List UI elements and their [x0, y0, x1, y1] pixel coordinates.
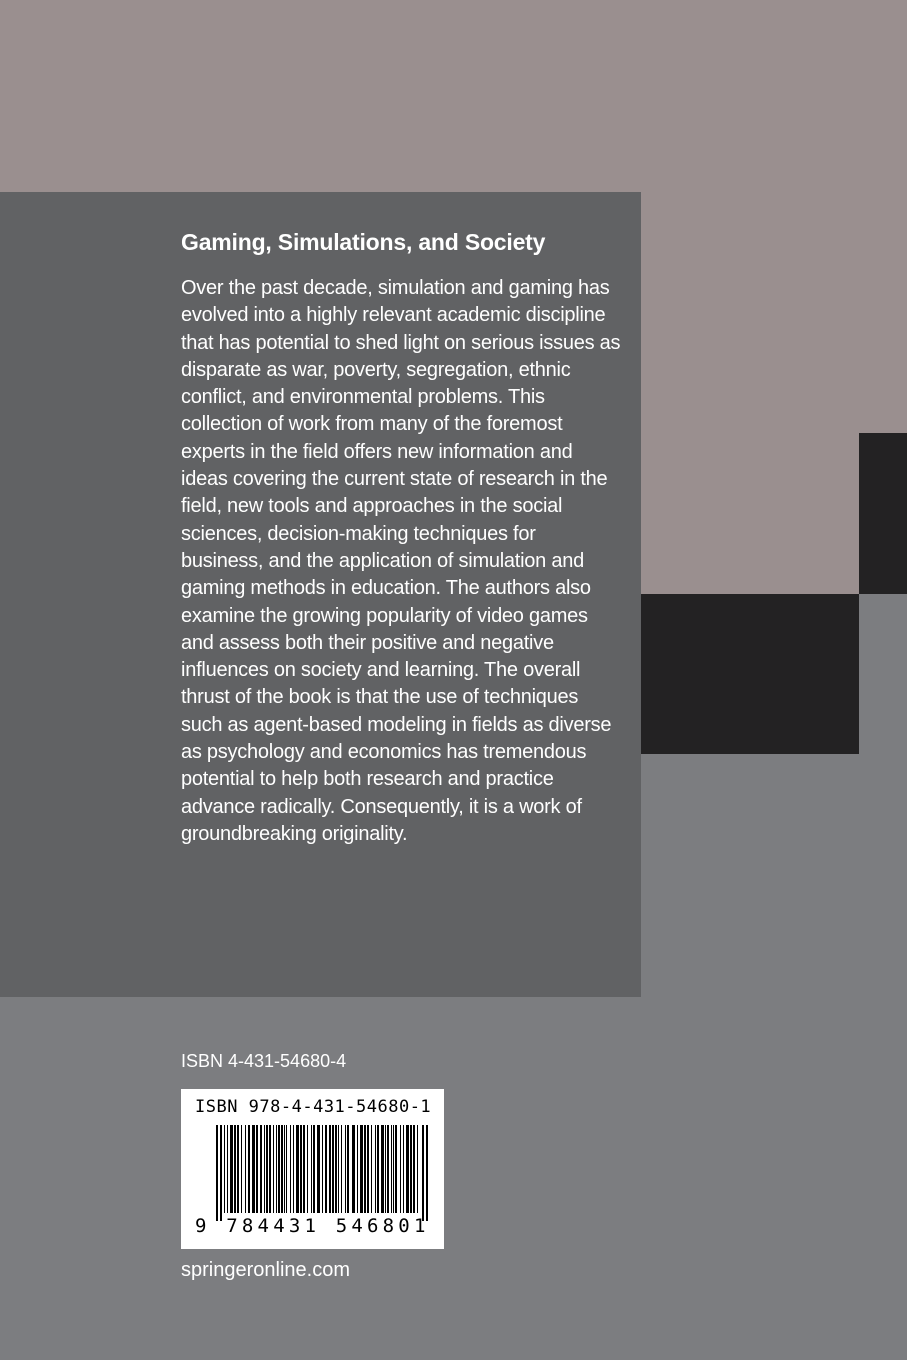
barcode-bar	[322, 1125, 323, 1213]
barcode-bar	[395, 1125, 397, 1213]
barcode	[181, 1089, 444, 1249]
book-description: Over the past decade, simulation and gaming has evolved into a highly relevant academic discipline that has potential to shed light on serious issues as disparate as war, poverty, segregation, ethnic conflict, and environmental problems. This collection of work from many of the foremost experts in the field offers new information and ideas covering the current state of research in the field, new tools and approaches in the social sciences, decision-making techniques for business, and the application of simulation and gaming methods in education. The authors also examine the growing popularity of video games and assess both their positive and negative influences on society and learning. The overall thrust of the book is that the use of techniques such as agent-based modeling in fields as diverse as psychology and economics has tremendous potential to help both research and practice advance radically. Consequently, it is a work of groundbreaking originality.	[181, 277, 621, 845]
barcode-bar	[406, 1125, 409, 1213]
barcode-bar	[375, 1125, 376, 1213]
barcode-bar	[311, 1125, 312, 1213]
barcode-bar	[303, 1125, 305, 1213]
barcode-bar	[241, 1125, 242, 1213]
barcode-bar	[371, 1125, 372, 1213]
barcode-bar	[278, 1125, 280, 1213]
book-title: Gaming, Simulations, and Society	[181, 229, 546, 255]
barcode-bar	[313, 1125, 315, 1213]
barcode-bar	[264, 1125, 265, 1213]
barcode-guard-bar	[426, 1125, 428, 1221]
barcode-bar	[296, 1125, 299, 1213]
barcode-digits: 9 784431 546801	[195, 1215, 430, 1237]
barcode-bar	[276, 1125, 277, 1213]
barcode-bar	[352, 1125, 355, 1213]
barcode-bar	[256, 1125, 258, 1213]
barcode-bar	[391, 1125, 392, 1213]
barcode-bar	[284, 1125, 285, 1213]
barcode-bar	[360, 1125, 363, 1213]
barcode-bar	[357, 1125, 358, 1213]
barcode-bar	[266, 1125, 268, 1213]
barcode-bar	[248, 1125, 250, 1213]
barcode-bar	[367, 1125, 369, 1213]
barcode-bar	[300, 1125, 302, 1213]
barcode-bar	[286, 1125, 287, 1213]
decorative-block-upper	[859, 433, 907, 594]
barcode-bar	[293, 1125, 294, 1213]
barcode-guard-bar	[216, 1125, 218, 1221]
barcode-bar	[234, 1125, 236, 1213]
barcode-bar	[364, 1125, 366, 1213]
barcode-bar	[329, 1125, 331, 1213]
barcode-guard-bar	[422, 1125, 424, 1221]
barcode-bar	[281, 1125, 283, 1213]
barcode-bar	[381, 1125, 384, 1213]
barcode-bar	[237, 1125, 239, 1213]
barcode-bar	[252, 1125, 255, 1213]
barcode-bar	[260, 1125, 262, 1213]
barcode-guard-bar	[220, 1125, 222, 1221]
barcode-bar	[307, 1125, 308, 1213]
barcode-bar	[385, 1125, 386, 1213]
barcode-isbn-text: ISBN 978-4-431-54680-1	[195, 1097, 432, 1117]
barcode-bar	[393, 1125, 394, 1213]
barcode-bar	[347, 1125, 349, 1213]
barcode-bar	[403, 1125, 404, 1213]
barcode-bar	[341, 1125, 342, 1213]
barcode-bar	[335, 1125, 337, 1213]
barcode-bar	[317, 1125, 320, 1213]
barcode-bar	[377, 1125, 379, 1213]
barcode-bar	[230, 1125, 233, 1213]
publisher-website[interactable]: springeronline.com	[181, 1259, 350, 1281]
barcode-bar	[387, 1125, 389, 1213]
barcode-bar	[224, 1125, 225, 1213]
barcode-bar	[413, 1125, 415, 1213]
barcode-bar	[245, 1125, 246, 1213]
barcode-bar	[325, 1125, 327, 1213]
decorative-block-lower	[641, 594, 859, 754]
barcode-bar	[273, 1125, 274, 1213]
barcode-bar	[290, 1125, 291, 1213]
barcode-bar	[332, 1125, 334, 1213]
barcode-bar	[227, 1125, 228, 1213]
barcode-bar	[269, 1125, 271, 1213]
barcode-bar	[345, 1125, 346, 1213]
barcode-bar	[417, 1125, 418, 1213]
barcode-bar	[338, 1125, 339, 1213]
barcode-bar	[410, 1125, 412, 1213]
isbn-label: ISBN 4-431-54680-4	[181, 1051, 347, 1071]
barcode-bar	[400, 1125, 401, 1213]
